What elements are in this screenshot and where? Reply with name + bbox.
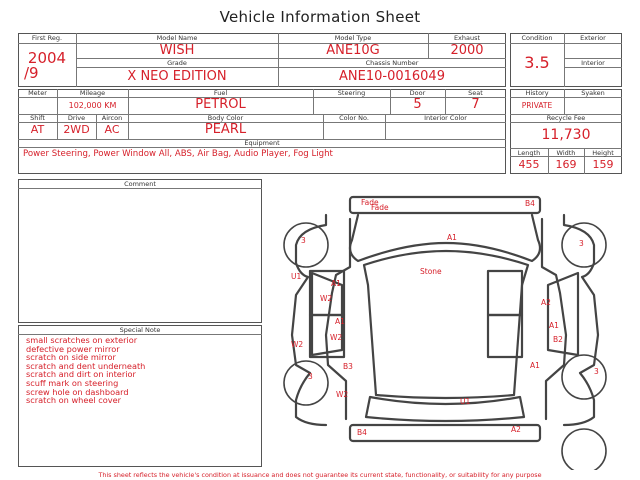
history-label: History [525,89,549,97]
special-note-item: screw hole on dashboard [26,386,129,397]
special-note-item: defective power mirror [26,343,120,354]
length-label: Length [517,149,541,157]
exhaust-label: Exhaust [453,34,481,42]
damage-a1-left-front: A1 [331,279,341,288]
special-note-list [26,336,256,405]
height-label: Height [592,149,614,157]
damage-tire-rl: 3 [308,372,313,381]
condition-label: Condition [521,34,553,42]
width-value: 169 [555,158,577,171]
damage-w2-left-outer: W2 [291,340,304,349]
mileage-value: 102,000 KM [68,101,117,110]
damage-tire-rr: 3 [594,367,599,376]
grade-value: X NEO EDITION [127,69,227,84]
rear-hatch [366,397,524,421]
syaken-label: Syaken [581,89,605,97]
interior-label: Interior [581,59,605,67]
damage-fade-1: Fade [361,198,379,207]
roof-outline [364,251,528,398]
damage-b2-right: B2 [553,335,563,344]
page-title: Vehicle Information Sheet [219,8,421,26]
model-type-value: ANE10G [326,43,380,58]
tire-front-right [562,223,606,267]
body-color-label: Body Color [207,114,244,122]
body-color-value: PEARL [204,122,247,137]
special-note-item: scratch on side mirror [26,352,116,363]
seat-label: Seat [468,89,483,97]
special-note-item: scuff mark on steering [26,377,119,388]
door-value: 5 [413,97,422,112]
shift-label: Shift [30,114,45,122]
first-reg-month: /9 [24,64,39,82]
damage-b4-bottom: B4 [357,428,367,437]
damage-a1-right-door: A1 [549,321,559,330]
drive-label: Drive [67,114,86,122]
hood-outline [350,215,540,261]
fuel-label: Fuel [213,89,228,97]
damage-w2-left-door: W2 [330,333,343,342]
damage-a1-left-door: A1 [335,317,345,326]
first-reg-year: 2004 [27,49,67,67]
width-label: Width [556,149,576,157]
damage-b4-top: B4 [525,199,535,208]
damage-a1-hood: A1 [447,233,457,242]
right-front-door [488,271,522,315]
chassis-number-value: ANE10-0016049 [339,69,445,84]
equipment-label: Equipment [244,139,280,147]
damage-a2-right-front: A2 [541,298,551,307]
damage-fade-2: Fade [371,203,389,212]
color-no-label: Color No. [339,114,369,122]
comment-label: Comment [124,180,156,188]
damage-w2-left-front: W2 [320,294,333,303]
condition-value: 3.5 [524,53,550,72]
aircon-label: Aircon [101,114,123,122]
drive-value: 2WD [63,123,90,136]
model-name-label: Model Name [156,34,198,42]
damage-u1-bottom: U1 [460,397,471,406]
length-value: 455 [518,158,540,171]
mileage-label: Mileage [79,89,106,97]
first-reg-label: First Reg. [31,34,63,42]
special-note-item: scratch and dirt on interior [26,369,136,380]
model-name-value: WISH [159,43,195,58]
damage-a2-bottom: A2 [511,425,521,434]
special-note-item: scratch and dent underneath [26,360,146,371]
exterior-label: Exterior [580,34,606,42]
grade-label: Grade [167,59,187,67]
damage-u1-left: U1 [291,272,302,281]
aircon-value: AC [104,123,120,136]
tire-rear-left [284,361,328,405]
fuel-value: PETROL [195,97,246,112]
interior-color-label: Interior Color [424,114,467,122]
damage-stone: Stone [420,267,442,276]
chassis-number-label: Chassis Number [365,59,419,67]
recycle-fee-value: 11,730 [541,127,591,143]
equipment-value: Power Steering, Power Window All, ABS, Air Bag, Audio Player, Fog Light [23,149,333,159]
damage-w2-left-rear: W2 [336,390,349,399]
special-note-label: Special Note [119,326,161,334]
car-damage-diagram [266,185,638,470]
comment-box [18,179,262,323]
meter-label: Meter [28,89,47,97]
spare-tire [562,429,606,470]
damage-a1-right-rear: A1 [530,361,540,370]
special-note-item: scratch on wheel cover [26,395,122,406]
model-type-label: Model Type [334,34,372,42]
tire-front-left [284,223,328,267]
steering-label: Steering [337,89,366,97]
damage-b3-left: B3 [343,362,353,371]
disclaimer: This sheet reflects the vehicle's condition at issuance and does not guarantee its current state, functionality, or suitability for any purpose [98,471,542,479]
damage-tire-fl: 3 [301,236,306,245]
door-label: Door [409,89,426,97]
recycle-fee-label: Recycle Fee [546,114,586,122]
damage-tire-fr: 3 [579,239,584,248]
exhaust-value: 2000 [450,43,484,58]
shift-value: AT [30,123,45,136]
left-front-door [310,271,344,315]
height-value: 159 [592,158,614,171]
history-value: PRIVATE [521,101,553,110]
special-note-item: small scratches on exterior [26,335,138,345]
seat-value: 7 [471,97,480,112]
